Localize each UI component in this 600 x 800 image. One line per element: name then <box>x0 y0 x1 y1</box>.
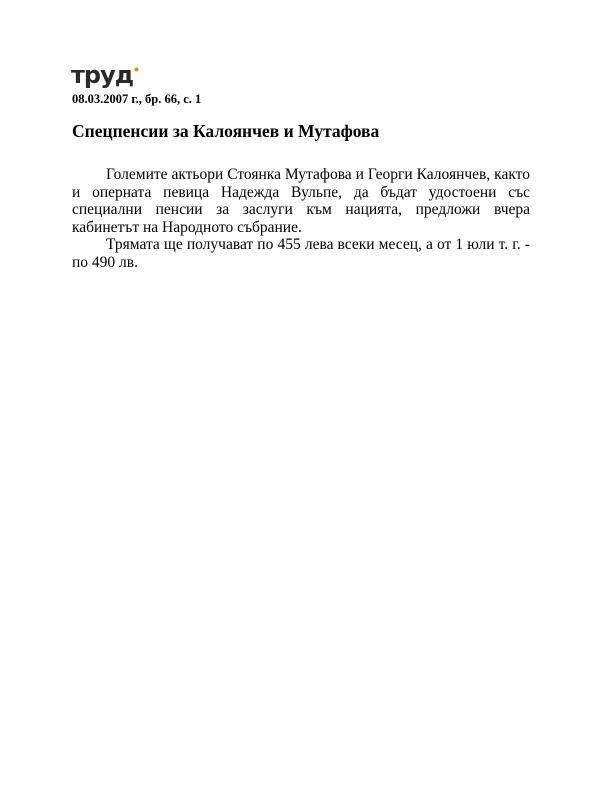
newspaper-logo <box>70 63 144 91</box>
publication-info: 08.03.2007 г., бр. 66, с. 1 <box>72 92 202 106</box>
trud-logo-icon <box>70 63 144 91</box>
logo-accent-dot <box>135 68 139 72</box>
logo-wordmark: труд <box>71 63 134 89</box>
article-paragraph: Трямата ще получават по 455 лева всеки месец, а от 1 юли т. г. - по 490 лв. <box>72 236 530 271</box>
article-paragraph: Големите актьори Стоянка Мутафова и Георги Калоянчев, както и оперната певица Надежда Вульпе, да бъдат удостоени със специални пенсии за заслуги към нацията, предложи вчера кабинетът на Народното събрание. <box>72 166 530 236</box>
article-body <box>72 166 530 271</box>
article-title: Спецпенсии за Калоянчев и Мутафова <box>72 121 380 141</box>
